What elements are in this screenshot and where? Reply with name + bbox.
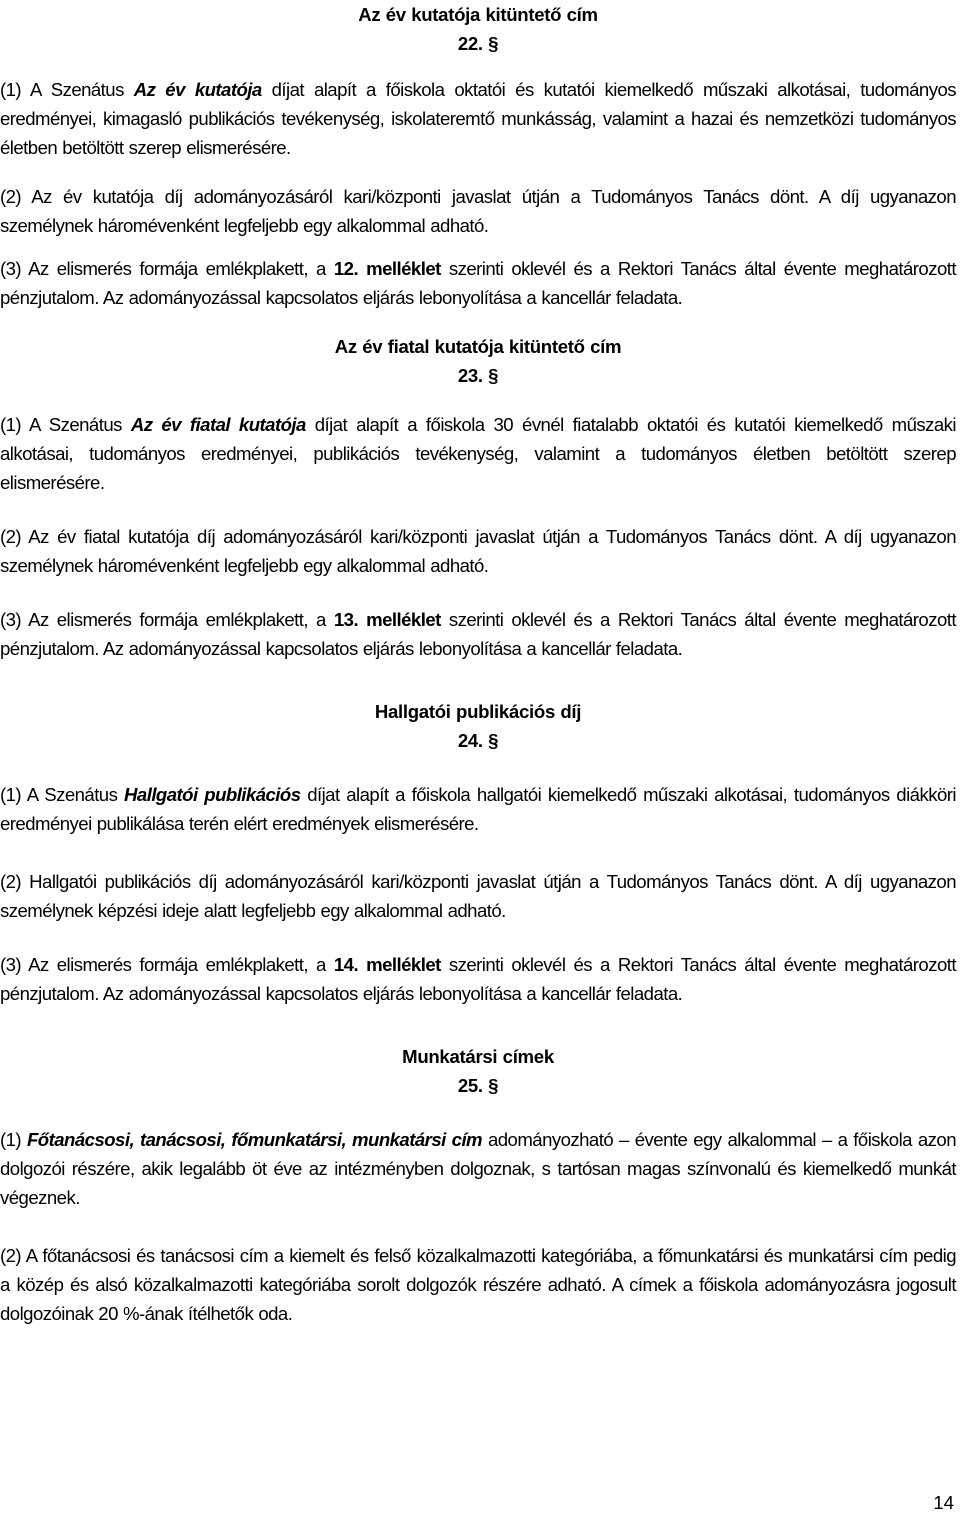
paragraph-number: 25. § xyxy=(457,1075,499,1096)
annex-reference: 13. melléklet xyxy=(333,609,441,630)
section-heading: Az év fiatal kutatója kitüntető cím xyxy=(334,336,622,357)
paragraph-text: (3) Az elismerés formája emlékplakett, a 12. melléklet szerinti oklevél és a Rektori Tanács által évente meghatározott pénzjutalom. Az adományozással kapcsolatos eljárás lebonyolítása a kancellár feladata. xyxy=(0,258,956,308)
paragraph-text: (3) Az elismerés formája emlékplakett, a 13. melléklet szerinti oklevél és a Rektori Tanács által évente meghatározott pénzjutalom. Az adományozással kapcsolatos eljárás lebonyolítása a kancellár feladata. xyxy=(0,609,956,659)
section-heading: Munkatársi címek xyxy=(402,1046,554,1067)
section-heading: Az év kutatója kitüntető cím xyxy=(358,4,598,25)
paragraph-text: (1) Főtanácsosi, tanácsosi, főmunkatársi, munkatársi cím adományozható – évente egy alkalommal – a főiskola azon dolgozói részére, akik legalább öt éve az intézményben dolgoznak, s tartósan magas színvonalú és kiemelkedő munkát végeznek. xyxy=(0,1129,956,1208)
page-number: 14 xyxy=(933,1492,954,1513)
award-name: Az év kutatója xyxy=(133,79,262,100)
paragraph-text: (1) A Szenátus Az év kutatója díjat alapít a főiskola oktatói és kutatói kiemelkedő műszaki alkotásai, tudományos eredményei, kimagasló publikációs tevékenység, iskolateremtő munkásság, valamint a hazai és nemzetközi tudományos életben betöltött szerep elismerésére. xyxy=(0,79,956,158)
paragraph-text: (1) A Szenátus Hallgatói publikációs díjat alapít a főiskola hallgatói kiemelkedő műszaki alkotásai, tudományos diákköri eredményei publikálása terén elért eredmények elismerésére. xyxy=(0,784,956,834)
paragraph-text: (2) Hallgatói publikációs díj adományozásáról kari/központi javaslat útján a Tudományos Tanács dönt. A díj ugyanazon személynek képzési ideje alatt legfeljebb egy alkalommal adható. xyxy=(0,871,956,921)
paragraph-text: (1) A Szenátus Az év fiatal kutatója díjat alapít a főiskola 30 évnél fiatalabb oktatói és kutatói kiemelkedő műszaki alkotásai, tudományos eredményei, publikációs tevékenység, valamint a tudományos életben betöltött szerep elismerésére. xyxy=(0,414,956,493)
paragraph-number: 22. § xyxy=(457,33,499,54)
paragraph-number: 24. § xyxy=(457,730,499,751)
paragraph-text: (3) Az elismerés formája emlékplakett, a 14. melléklet szerinti oklevél és a Rektori Tanács által évente meghatározott pénzjutalom. Az adományozással kapcsolatos eljárás lebonyolítása a kancellár feladata. xyxy=(0,954,956,1004)
section-heading: Hallgatói publikációs díj xyxy=(374,701,582,722)
annex-reference: 14. melléklet xyxy=(333,954,441,975)
annex-reference: 12. melléklet xyxy=(333,258,441,279)
paragraph-text: (2) A főtanácsosi és tanácsosi cím a kiemelt és felső közalkalmazotti kategóriába, a főmunkatársi és munkatársi cím pedig a közép és alsó közalkalmazotti kategóriába sorolt dolgozók részére adható. A címek a főiskola adományozásra jogosult dolgozóinak 20 %-ának ítélhetők oda. xyxy=(0,1245,956,1324)
award-name: Az év fiatal kutatója xyxy=(130,414,306,435)
title-names: Főtanácsosi, tanácsosi, főmunkatársi, munkatársi cím xyxy=(27,1129,483,1150)
paragraph-text: (2) Az év kutatója díj adományozásáról kari/központi javaslat útján a Tudományos Tanács dönt. A díj ugyanazon személynek háromévenként legfeljebb egy alkalommal adható. xyxy=(0,186,956,236)
award-name: Hallgatói publikációs xyxy=(124,784,301,805)
paragraph-number: 23. § xyxy=(457,365,499,386)
paragraph-text: (2) Az év fiatal kutatója díj adományozásáról kari/központi javaslat útján a Tudományos Tanács dönt. A díj ugyanazon személynek háromévenként legfeljebb egy alkalommal adható. xyxy=(0,526,956,576)
